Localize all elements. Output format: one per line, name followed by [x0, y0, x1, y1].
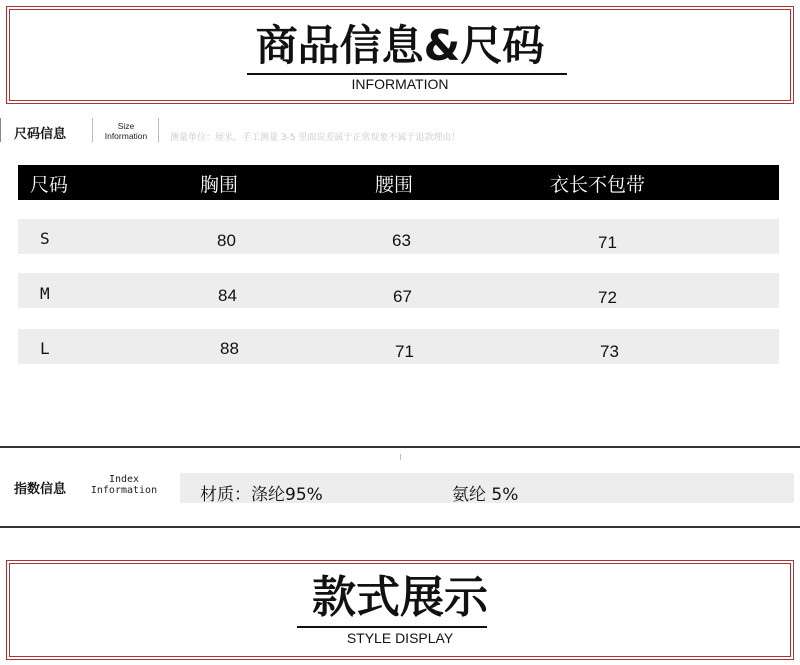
index-info-label: 指数信息 [14, 482, 67, 497]
index-info-label-en-line1: Index [108, 474, 140, 485]
size-cell: M [40, 284, 50, 303]
size-cell: S [40, 229, 50, 248]
size-table-header-length: 衣长不包带 [550, 174, 646, 196]
size-info-left-bar [0, 118, 1, 142]
size-info-label: 尺码信息 [14, 127, 67, 142]
index-section-top-rule [0, 446, 800, 448]
size-table-header [18, 165, 779, 200]
style-header-frame [6, 560, 794, 660]
index-section-bottom-rule [0, 526, 800, 528]
length-cell: 73 [600, 342, 619, 361]
size-info-label-en-line2: Information [104, 131, 148, 141]
index-info-label-en [90, 474, 158, 496]
table-row [18, 219, 779, 254]
style-header-title-underline [297, 626, 487, 628]
size-table-header-bust: 胸围 [200, 174, 239, 196]
size-table-header-size: 尺码 [30, 174, 69, 196]
length-cell: 71 [598, 233, 617, 252]
size-info-label-en [96, 121, 156, 141]
index-info-label-en-line2: Information [90, 485, 158, 496]
bust-cell: 80 [217, 231, 236, 250]
spandex-text: 氨纶 5% [452, 485, 519, 505]
info-header-title: 商品信息&尺码 [255, 21, 545, 70]
size-info-note: 测量单位：厘米。手工测量 3-5 里面误差属于正常现象不属于退款理由！ [170, 133, 461, 143]
bust-cell: 84 [218, 286, 237, 305]
material-text: 材质：涤纶95% [200, 485, 323, 505]
size-info-separator-1 [92, 118, 93, 142]
index-section-tick [400, 454, 401, 460]
waist-cell: 63 [392, 231, 411, 250]
info-header-frame [6, 6, 794, 104]
table-row [18, 273, 779, 308]
size-info-separator-2 [158, 118, 159, 142]
size-table-header-waist: 腰围 [375, 174, 414, 196]
info-header-subtitle: INFORMATION [351, 76, 449, 92]
bust-cell: 88 [220, 339, 239, 358]
waist-cell: 67 [393, 287, 412, 306]
size-cell: L [40, 339, 50, 358]
waist-cell: 71 [395, 342, 414, 361]
style-header-title: 款式展示 [312, 572, 488, 623]
table-row [18, 329, 779, 364]
style-header-subtitle: STYLE DISPLAY [346, 630, 454, 646]
size-info-label-en-line1: Size [117, 121, 135, 131]
length-cell: 72 [598, 288, 617, 307]
